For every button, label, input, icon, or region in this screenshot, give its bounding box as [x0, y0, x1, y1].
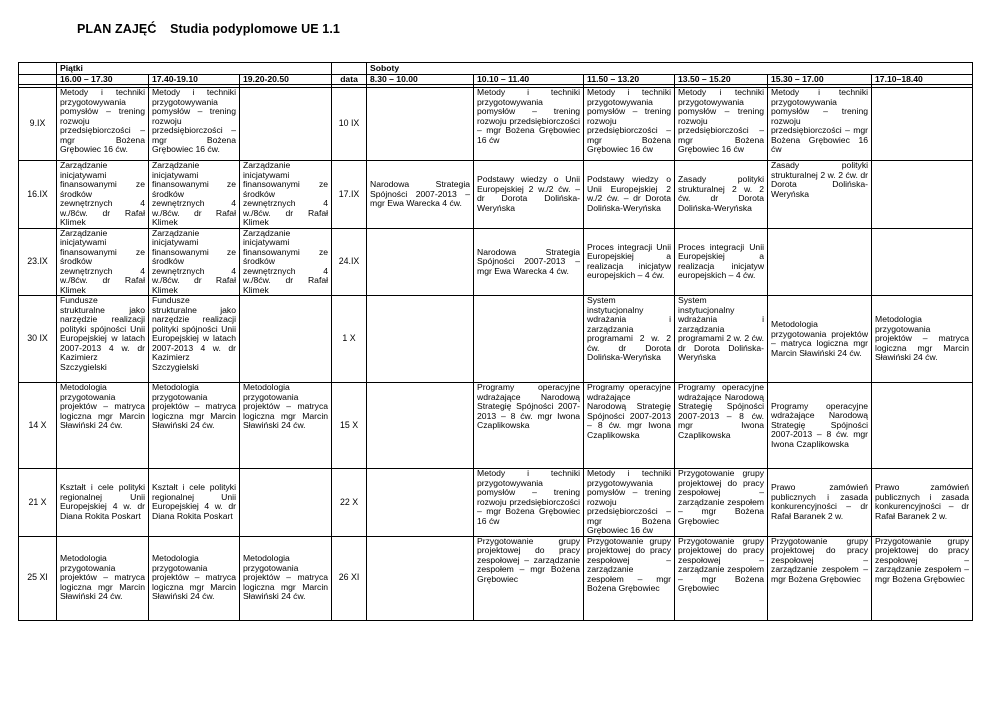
friday-class-cell: Metody i techniki przygotowywania pomysłów – trening rozwoju przedsiębiorczości – mgr Bożena Grębowiec 16 ćw. [57, 88, 149, 161]
saturday-class-cell: System instytucjonalny wdrażania i zarządzania programami 2 w. 2 ćw. dr Dorota Dolińska-Weryńska [675, 296, 768, 383]
saturday-class-cell [768, 228, 872, 296]
saturday-date: 24.IX [332, 228, 367, 296]
saturday-class-cell [474, 296, 584, 383]
friday-class-cell: Zarządzanie inicjatywami finansowanymi ze środków zewnętrznych 4 w./8ćw. dr Rafał Klimek [149, 161, 240, 229]
saturday-class-cell [872, 228, 973, 296]
saturday-class-cell: Metody i techniki przygotowywania pomysłów – trening rozwoju przedsiębiorczości – mgr Bożena Grębowiec 16 ćw [584, 88, 675, 161]
saturday-class-cell [367, 296, 474, 383]
friday-class-cell [240, 88, 332, 161]
saturday-date: 10 IX [332, 88, 367, 161]
header-date: data [332, 74, 367, 85]
saturday-class-cell: Metody i techniki przygotowywania pomysłów – trening rozwoju przedsiębiorczości – mgr Bożena Grębowiec 16 ćw [474, 88, 584, 161]
friday-class-cell: Metodologia przygotowania projektów – matryca logiczna mgr Marcin Sławiński 24 ćw. [240, 383, 332, 469]
friday-class-cell: Kształt i cele polityki regionalnej Unii Europejskiej 4 w. dr Diana Rokita Poskart [57, 469, 149, 537]
saturday-class-cell: Podstawy wiedzy o Unii Europejskiej 2 w./2 ćw. – dr Dorota Dolińska-Weryńska [474, 161, 584, 229]
saturday-class-cell: Metody i techniki przygotowywania pomysłów – trening rozwoju przedsiębiorczości – mgr Bożena Grębowiec 16 ćw [474, 469, 584, 537]
saturday-class-cell [367, 228, 474, 296]
schedule-row [19, 383, 973, 469]
saturday-date: 1 X [332, 296, 367, 383]
saturday-date: 22 X [332, 469, 367, 537]
saturday-class-cell: Przygotowanie grupy projektowej do pracy zespołowej – zarządzanie zespołem – mgr Bożena Grębowiec [474, 536, 584, 620]
saturday-class-cell [367, 469, 474, 537]
friday-date: 23.IX [19, 228, 57, 296]
friday-class-cell: Metodologia przygotowania projektów – matryca logiczna mgr Marcin Sławiński 24 ćw. [149, 383, 240, 469]
header-saturday-slot: 13.50 – 15.20 [675, 74, 768, 85]
schedule-row [19, 296, 973, 383]
saturday-class-cell: Proces integracji Unii Europejskiej a realizacja inicjatyw europejskich – 4 ćw. [584, 228, 675, 296]
friday-date: 14 X [19, 383, 57, 469]
header-saturday-slot: 10.10 – 11.40 [474, 74, 584, 85]
saturday-class-cell: Przygotowanie grupy projektowej do pracy zespołowej – zarządzanie zespołem – mgr Bożena Grębowiec [872, 536, 973, 620]
title-sub: Studia podyplomowe UE 1.1 [170, 22, 340, 36]
friday-class-cell: Metodologia przygotowania projektów – matryca logiczna mgr Marcin Sławiński 24 ćw. [57, 383, 149, 469]
saturday-class-cell: Przygotowanie grupy projektowej do pracy zespołowej – zarządzanie zespołem – mgr Bożena Grębowiec [584, 536, 675, 620]
friday-class-cell: Fundusze strukturalne jako narzędzie realizacji polityki spójności Unii Europejskiej w latach 2007-2013 4 w. dr Kazimierz Szczygielski [149, 296, 240, 383]
saturday-class-cell: Metodologia przygotowania projektów – matryca logiczna mgr Marcin Sławiński 24 ćw. [872, 296, 973, 383]
saturday-class-cell [367, 383, 474, 469]
saturday-class-cell: Metodologia przygotowania projektów – matryca logiczna mgr Marcin Sławiński 24 ćw. [768, 296, 872, 383]
header-saturday-slot: 15.30 – 17.00 [768, 74, 872, 85]
header-friday-slot: 16.00 – 17.30 [57, 74, 149, 85]
saturday-class-cell: System instytucjonalny wdrażania i zarządzania programami 2 w. 2 ćw. dr Dorota Dolińska-Weryńska [584, 296, 675, 383]
header-saturday-slot: 11.50 – 13.20 [584, 74, 675, 85]
header-friday-slot: 17.40-19.10 [149, 74, 240, 85]
friday-class-cell: Zarządzanie inicjatywami finansowanymi ze środków zewnętrznych 4 w./8ćw. dr Rafał Klimek [240, 228, 332, 296]
saturday-class-cell [367, 88, 474, 161]
friday-class-cell: Zarządzanie inicjatywami finansowanymi ze środków zewnętrznych 4 w./8ćw. dr Rafał Klimek [57, 228, 149, 296]
friday-class-cell [240, 296, 332, 383]
schedule-row [19, 88, 973, 161]
friday-class-cell: Fundusze strukturalne jako narzędzie realizacji polityki spójności Unii Europejskiej w latach 2007-2013 4 w. dr Kazimierz Szczygielski [57, 296, 149, 383]
saturday-class-cell: Przygotowanie grupy projektowej do pracy zespołowej – zarządzanie zespołem – mgr Bożena Grębowiec [675, 469, 768, 537]
saturday-class-cell: Metody i techniki przygotowywania pomysłów – trening rozwoju przedsiębiorczości – mgr Bożena Grębowiec 16 ćw [675, 88, 768, 161]
header-row-groups [19, 63, 973, 75]
header-saturday-slot: 8.30 – 10.00 [367, 74, 474, 85]
friday-class-cell: Zarządzanie inicjatywami finansowanymi ze środków zewnętrznych 4 w./8ćw. dr Rafał Klimek [240, 161, 332, 229]
header-saturday-slot: 17.10–18.40 [872, 74, 973, 85]
header-saturdays: Soboty [367, 63, 973, 75]
friday-date: 16.IX [19, 161, 57, 229]
saturday-class-cell: Przygotowanie grupy projektowej do pracy zespołowej – zarządzanie zespołem – mgr Bożena Grębowiec [675, 536, 768, 620]
saturday-class-cell: Metody i techniki przygotowywania pomysłów – trening rozwoju przedsiębiorczości – mgr Bożena Grębowiec 16 ćw [584, 469, 675, 537]
header-friday-slot: 19.20-20.50 [240, 74, 332, 85]
friday-class-cell: Metody i techniki przygotowywania pomysłów – trening rozwoju przedsiębiorczości – mgr Bożena Grębowiec 16 ćw. [149, 88, 240, 161]
saturday-class-cell: Przygotowanie grupy projektowej do pracy zespołowej – zarządzanie zespołem – mgr Bożena Grębowiec [768, 536, 872, 620]
friday-class-cell: Zarządzanie inicjatywami finansowanymi ze środków zewnętrznych 4 w./8ćw. dr Rafał Klimek [57, 161, 149, 229]
saturday-class-cell: Narodowa Strategia Spójności 2007-2013 – mgr Ewa Warecka 4 ćw. [474, 228, 584, 296]
saturday-date: 15 X [332, 383, 367, 469]
title-main: PLAN ZAJĘĆ [77, 22, 157, 36]
saturday-class-cell [872, 383, 973, 469]
schedule-row [19, 469, 973, 537]
header-corner-2 [19, 74, 57, 85]
saturday-class-cell: Programy operacyjne wdrażające Narodową Strategię Spójności 2007-2013 – 8 ćw. mgr Iwona Czaplikowska [768, 383, 872, 469]
saturday-class-cell: Narodowa Strategia Spójności 2007-2013 – mgr Ewa Warecka 4 ćw. [367, 161, 474, 229]
friday-class-cell: Zarządzanie inicjatywami finansowanymi ze środków zewnętrznych 4 w./8ćw. dr Rafał Klimek [149, 228, 240, 296]
friday-date: 9.IX [19, 88, 57, 161]
saturday-class-cell: Prawo zamówień publicznych i zasada konkurencyjności – dr Rafał Baranek 2 w. [872, 469, 973, 537]
friday-date: 30 IX [19, 296, 57, 383]
friday-date: 21 X [19, 469, 57, 537]
schedule-row [19, 536, 973, 620]
header-corner [19, 63, 57, 75]
saturday-class-cell: Zasady polityki strukturalnej 2 w. 2 ćw. dr Dorota Dolińska-Weryńska [768, 161, 872, 229]
friday-class-cell [240, 469, 332, 537]
saturday-class-cell: Podstawy wiedzy o Unii Europejskiej 2 w./2 ćw. – dr Dorota Dolińska-Weryńska [584, 161, 675, 229]
saturday-date: 26 XI [332, 536, 367, 620]
friday-class-cell: Metodologia przygotowania projektów – matryca logiczna mgr Marcin Sławiński 24 ćw. [57, 536, 149, 620]
saturday-class-cell: Metody i techniki przygotowywania pomysłów – trening rozwoju przedsiębiorczości – mgr Bożena Grębowiec 16 ćw [768, 88, 872, 161]
header-date-top [332, 63, 367, 75]
saturday-class-cell: Programy operacyjne wdrażające Narodową Strategię Spójności 2007-2013 – 8 ćw. mgr Iwona Czaplikowska [675, 383, 768, 469]
friday-class-cell: Metodologia przygotowania projektów – matryca logiczna mgr Marcin Sławiński 24 ćw. [240, 536, 332, 620]
document-title [77, 22, 340, 36]
schedule-row [19, 228, 973, 296]
header-fridays: Piątki [57, 63, 332, 75]
friday-class-cell: Metodologia przygotowania projektów – matryca logiczna mgr Marcin Sławiński 24 ćw. [149, 536, 240, 620]
schedule-row [19, 161, 973, 229]
friday-class-cell: Kształt i cele polityki regionalnej Unii Europejskiej 4 w. dr Diana Rokita Poskart [149, 469, 240, 537]
schedule-table [18, 62, 973, 621]
saturday-class-cell: Programy operacyjne wdrażające Narodową Strategię Spójności 2007-2013 – 8 ćw. mgr Iwona Czaplikowska [474, 383, 584, 469]
saturday-class-cell: Programy operacyjne wdrażające Narodową Strategię Spójności 2007-2013 – 8 ćw. mgr Iwona Czaplikowska [584, 383, 675, 469]
saturday-class-cell: Proces integracji Unii Europejskiej a realizacja inicjatyw europejskich – 4 ćw. [675, 228, 768, 296]
saturday-class-cell: Prawo zamówień publicznych i zasada konkurencyjności – dr Rafał Baranek 2 w. [768, 469, 872, 537]
saturday-class-cell [872, 161, 973, 229]
saturday-class-cell [872, 88, 973, 161]
header-row-slots [19, 74, 973, 85]
saturday-class-cell: Zasady polityki strukturalnej 2 w. 2 ćw. dr Dorota Dolińska-Weryńska [675, 161, 768, 229]
friday-date: 25 XI [19, 536, 57, 620]
saturday-date: 17.IX [332, 161, 367, 229]
saturday-class-cell [367, 536, 474, 620]
